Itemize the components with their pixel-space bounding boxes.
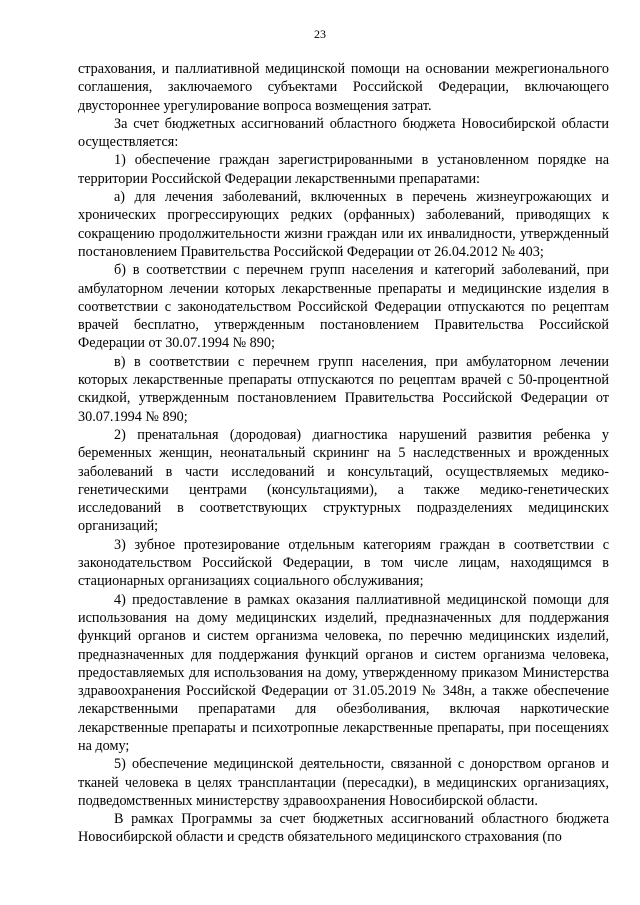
paragraph-item-2: 2) пренатальная (дородовая) диагностика нарушений развития ребенка у беременных женщин, неонатальный скрининг на 5 наследственных и врожденных заболеваний в части исследований и консультаций, осуществляемых медико-генетическими центрами (консультациями), а также медико-генетических исследований в соответствующих структурных подразделениях медицинских организаций; (78, 426, 609, 535)
paragraph-item-1v: в) в соответствии с перечнем групп населения, при амбулаторном лечении которых лекарственные препараты отпускаются по рецептам врачей с 50-процентной скидкой, утвержденным постановлением Правительства Российской Федерации от 30.07.1994 № 890; (78, 353, 609, 425)
paragraph-item-1: 1) обеспечение граждан зарегистрированными в установленном порядке на территории Российской Федерации лекарственными препаратами: (78, 152, 609, 187)
paragraph-item-3: 3) зубное протезирование отдельным категориям граждан в соответствии с законодательством Российской Федерации, в том числе лицам, находящимся в стационарных организациях социального обслуживания; (78, 536, 609, 590)
paragraph-program-funding: В рамках Программы за счет бюджетных ассигнований областного бюджета Новосибирской области и средств обязательного медицинского страхования (по (78, 811, 609, 846)
paragraph-item-1b: б) в соответствии с перечнем групп населения и категорий заболеваний, при амбулаторном лечении которых лекарственные препараты и медицинские изделия в соответствии с законодательством Российской Федерации отпускаются по рецептам врачей бесплатно, утвержденным постановлением Правительства Российской Федерации от 30.07.1994 № 890; (78, 262, 609, 352)
paragraph-item-1a: а) для лечения заболеваний, включенных в перечень жизнеугрожающих и хронических прогрессирующих редких (орфанных) заболеваний, приводящих к сокращению продолжительности жизни граждан или их инвалидности, утвержденный постановлением Правительства Российской Федерации от 26.04.2012 № 403; (78, 189, 609, 260)
paragraph-item-4: 4) предоставление в рамках оказания паллиативной медицинской помощи для использования на дому медицинских изделий, предназначенных для поддержания функций органов и систем организма человека, по перечню медицинских изделий, предназначенных для поддержания функций органов и систем организма человека, предоставляемых для использования на дому, утвержденному приказом Министерства здравоохранения Российской Федерации от 31.05.2019 № 348н, а также обеспечение лекарственными препаратами для обезболивания, включая наркотические лекарственные препараты и психотропные лекарственные препараты, при посещениях на дому; (78, 591, 609, 754)
paragraph-item-5: 5) обеспечение медицинской деятельности, связанной с донорством органов и тканей человека в целях трансплантации (пересадки), в медицинских организациях, подведомственных министерству здравоохранения Новосибирской области. (78, 756, 609, 809)
document-body (78, 60, 609, 847)
page-number: 23 (314, 27, 326, 41)
paragraph-budget-intro: За счет бюджетных ассигнований областного бюджета Новосибирской области осуществляется: (78, 115, 609, 151)
paragraph-continuation: страхования, и паллиативной медицинской помощи на основании межрегионального соглашения, заключаемого субъектами Российской Федерации, включающего двустороннее урегулирование вопроса возмещения затрат. (78, 61, 609, 114)
